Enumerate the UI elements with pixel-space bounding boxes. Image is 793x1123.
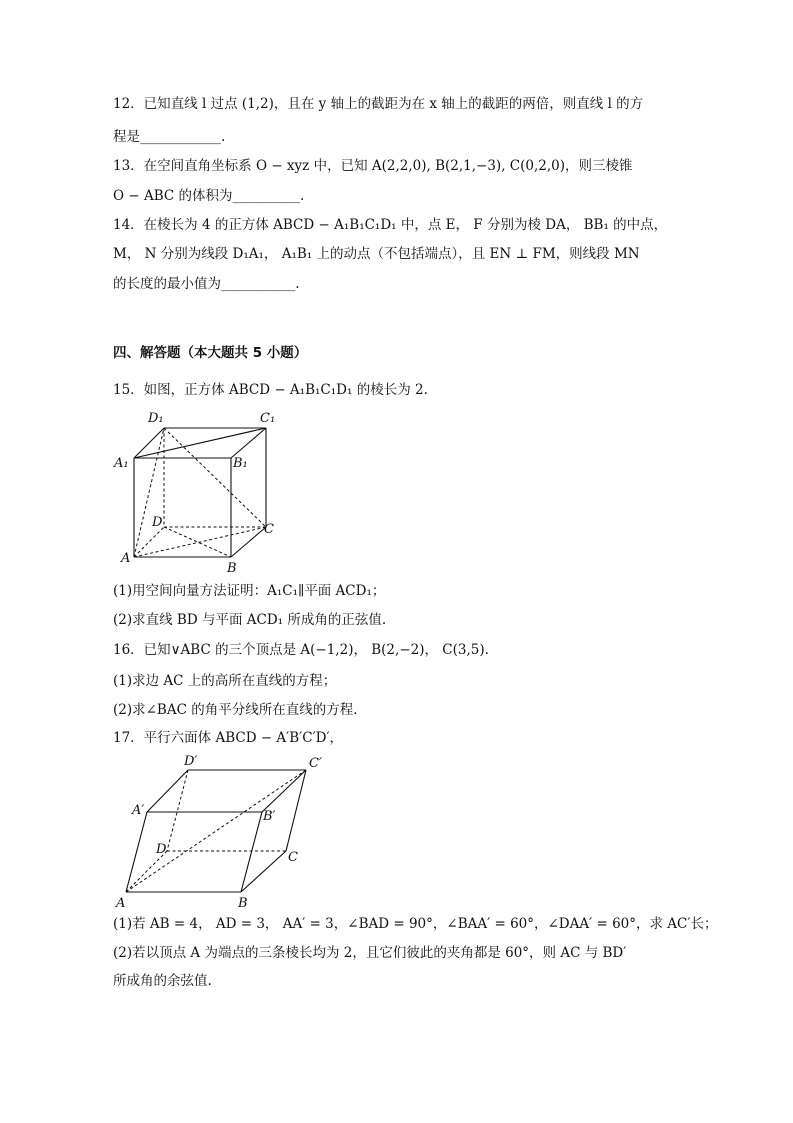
q14-line2: M， N 分别为线段 D₁A₁， A₁B₁ 上的动点（不包括端点），且 EN ⊥ FM，则线段 MN bbox=[113, 246, 640, 262]
label-a1: A₁ bbox=[114, 456, 129, 471]
q16-part1: (1)求边 AC 上的高所在直线的方程； bbox=[113, 673, 337, 689]
label-a-prime: A′ bbox=[132, 803, 145, 818]
label-d: D bbox=[152, 515, 163, 530]
parallelepiped-figure bbox=[110, 750, 330, 910]
q17-part2b: 所成角的余弦值. bbox=[113, 973, 212, 989]
section-title: 四、解答题（本大题共 5 小题） bbox=[113, 345, 308, 361]
label-b: B bbox=[238, 896, 248, 910]
label-d-prime: D′ bbox=[184, 754, 198, 769]
cube-figure bbox=[110, 405, 290, 575]
q13-line1: 13．在空间直角坐标系 O − xyz 中，已知 A(2,2,0), B(2,1,−3), C(0,2,0)，则三棱锥 bbox=[113, 158, 633, 174]
label-c: C bbox=[264, 522, 274, 537]
q15-part2: (2)求直线 BD 与平面 ACD₁ 所成角的正弦值. bbox=[113, 612, 387, 628]
label-b-prime: B′ bbox=[263, 809, 276, 824]
q17-part1: (1)若 AB = 4， AD = 3， AA′ = 3，∠BAD = 90°，∠BAA′ = 60°，∠DAA′ = 60°，求 AC′长； bbox=[113, 916, 718, 932]
q12-line2: 程是____________. bbox=[113, 129, 226, 145]
label-b: B bbox=[227, 561, 237, 575]
label-a: A bbox=[121, 551, 131, 566]
q17-part2a: (2)若以顶点 A 为端点的三条棱长均为 2，且它们彼此的夹角都是 60°，则 AC 与 BD′ bbox=[113, 945, 627, 961]
q12-line1: 12．已知直线 l 过点 (1,2)，且在 y 轴上的截距为在 x 轴上的截距的两倍，则直线 l 的方 bbox=[113, 96, 644, 112]
q16-intro: 16．已知∨ABC 的三个顶点是 A(−1,2)， B(2,−2)， C(3,5). bbox=[113, 642, 489, 658]
label-d1: D₁ bbox=[148, 411, 164, 426]
q15-part1: (1)用空间向量方法证明：A₁C₁∥平面 ACD₁； bbox=[113, 583, 386, 599]
q14-line1: 14．在棱长为 4 的正方体 ABCD − A₁B₁C₁D₁ 中，点 E， F 分别为棱 DA， BB₁ 的中点， bbox=[113, 217, 668, 233]
label-c1: C₁ bbox=[260, 411, 276, 426]
label-c: C bbox=[288, 850, 298, 865]
label-a: A bbox=[116, 896, 126, 910]
q13-line2: O − ABC 的体积为__________. bbox=[113, 188, 305, 204]
q17-intro: 17．平行六面体 ABCD − A′B′C′D′， bbox=[113, 730, 344, 746]
q16-part2: (2)求∠BAC 的角平分线所在直线的方程. bbox=[113, 702, 358, 718]
q14-line3: 的长度的最小值为___________. bbox=[113, 276, 300, 292]
label-d: D bbox=[156, 842, 167, 857]
q15-intro: 15．如图，正方体 ABCD − A₁B₁C₁D₁ 的棱长为 2. bbox=[113, 382, 428, 398]
label-b1: B₁ bbox=[233, 456, 248, 471]
label-c-prime: C′ bbox=[309, 756, 322, 771]
